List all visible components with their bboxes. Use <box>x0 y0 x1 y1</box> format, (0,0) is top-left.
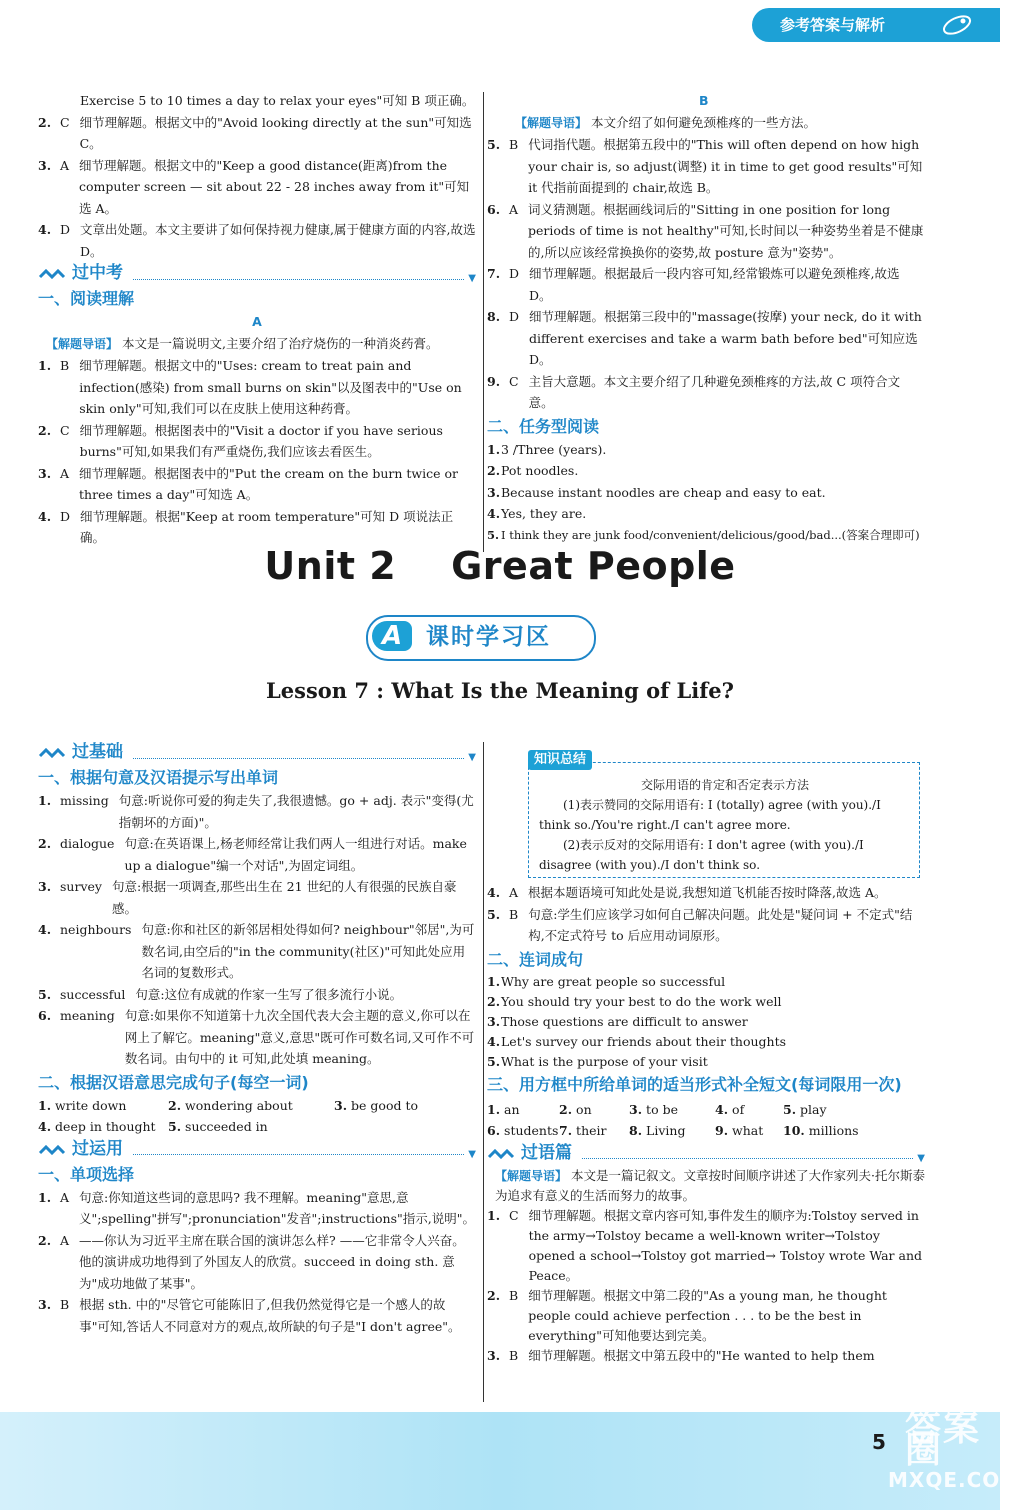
list-item: 2. C 细节理解题。根据图表中的"Visit a doctor if you have serious burns"可知,如果我们有严重烧伤,我们应该去看医生。 <box>38 422 443 459</box>
bottom-right-column <box>487 882 925 1366</box>
phrase-row <box>38 1116 476 1138</box>
list-item: 4. Let's survey our friends about their thoughts <box>487 1033 787 1049</box>
list-item: 1. missing 句意:听说你可爱的狗走失了,我很遗憾。go + adj. 表示"变得(尤指朝坏的方面)"。 <box>38 793 474 830</box>
wave-icon <box>38 267 66 281</box>
list-item: 5. succeeded in <box>168 1119 268 1134</box>
area-letter-icon: A <box>372 621 412 651</box>
list-item: 3. to be <box>629 1101 678 1117</box>
list-item: 5. play <box>783 1101 827 1117</box>
list-item: 2. C 细节理解题。根据文中的"Avoid looking directly at the sun"可知选 C。 <box>38 114 472 151</box>
phrase-row <box>38 1095 476 1117</box>
section-band: 过基础 ▼ <box>38 741 476 765</box>
list-item: 3. survey 句意:根据一项调查,那些出生在 21 世纪的人有很强的民族自豪感。 <box>38 879 457 916</box>
list-item: 5. B 代词指代题。根据第五段中的"This will often depend on how high your chair is, so adjust(调整) it in time to get good results"可知 it 代指前面提到的 chair,故选 B。 <box>487 137 923 195</box>
list-item: 8. D 细节理解题。根据第三段中的"massage(按摩) your neck, do it with different exercises and take a warm bath before bed"可知应选 D。 <box>487 309 922 367</box>
footer-band <box>0 1408 1000 1510</box>
list-item: 2. A ——你认为习近平主席在联合国的演讲怎么样? ——它非常令人兴奋。他的演讲成功地得到了外国友人的欣赏。succeed in doing sth. 意为"成功地做了某事"。 <box>38 1232 465 1291</box>
top-left-column <box>38 90 476 549</box>
continued-text: Exercise 5 to 10 times a day to relax your eyes"可知 B 项正确。 <box>80 93 475 108</box>
list-item: 1. B 细节理解题。根据文中的"Uses: cream to treat pain and infection(感染) from small burns on skin"以及图表中的"Use on skin only"可知,我们可以在皮肤上使用这种药膏。 <box>38 358 462 416</box>
list-item: 3. A 细节理解题。根据图表中的"Put the cream on the burn twice or three times a day"可知选 A。 <box>38 465 458 502</box>
list-item: 2. You should try your best to do the work well <box>487 993 782 1009</box>
column-divider <box>483 92 484 552</box>
passage-letter: A <box>252 314 262 329</box>
triangle-icon: ▼ <box>468 273 476 285</box>
section-heading: 一、阅读理解 <box>38 289 135 308</box>
column-divider <box>483 742 484 1402</box>
wave-icon <box>38 1143 66 1157</box>
list-item: 3. Those questions are difficult to answer <box>487 1013 748 1029</box>
area-text: 课时学习区 <box>426 624 551 650</box>
guide-paragraph: 【解题导语】 本文是一篇说明文,主要介绍了治疗烧伤的一种消炎药膏。 <box>46 335 439 351</box>
guide-paragraph: 【解题导语】 本文是一篇记叙文。文章按时间顺序讲述了大作家列夫·托尔斯泰为追求有意义的生活而努力的故事。 <box>495 1167 925 1203</box>
section-band: 过运用 ▼ <box>38 1138 476 1162</box>
top-right-column <box>487 90 925 546</box>
triangle-icon: ▼ <box>468 1148 476 1160</box>
list-item: 3. B 根据 sth. 中的"尽管它可能陈旧了,但我仍然觉得它是一个感人的故事"可知,答话人不同意对方的观点,故所缺的句子是"I don't agree"。 <box>38 1297 461 1334</box>
section-heading: 三、用方框中所给单词的适当形式补全短文(每词限用一次) <box>487 1074 902 1094</box>
watermark-url: MXQE.COM <box>888 1468 1021 1492</box>
knowledge-tag: 知识总结 <box>528 750 592 770</box>
list-item: 5. successful 句意:这位有成就的作家一生写了很多流行小说。 <box>38 986 403 1002</box>
list-item: 5. What is the purpose of your visit <box>487 1053 708 1069</box>
knowledge-text: (1)表示赞同的交际用语有: I (totally) agree (with you)./I think so./You're right./I can't agree more. <box>539 798 881 832</box>
list-item: 2. B 细节理解题。根据文中第二段的"As a young man, he thought people could achieve perfection . . . to be the best in everything"可知他要达到完美。 <box>487 1287 887 1343</box>
knowledge-title: 交际用语的肯定和否定表示方法 <box>640 778 809 792</box>
triangle-icon: ▼ <box>468 752 476 764</box>
list-item: 2. Pot noodles. <box>487 463 579 478</box>
list-item: 5. I think they are junk food/convenient/delicious/good/bad...(答案合理即可) <box>487 527 920 542</box>
header-tab <box>752 8 1000 42</box>
list-item: 7. their <box>559 1123 607 1138</box>
list-item: 9. what <box>715 1123 764 1138</box>
section-heading: 一、单项选择 <box>38 1164 135 1184</box>
fill-row <box>487 1099 925 1121</box>
list-item: 4. Yes, they are. <box>487 506 587 521</box>
knowledge-text: (2)表示反对的交际用语有: I don't agree (with you)./I disagree (with you)./I don't think so. <box>539 838 864 872</box>
list-item: 6. meaning 句意:如果你不知道第十九次全国代表大会主题的意义,你可以在网上了解它。meaning"意义,意思"既可作可数名词,又可作不可数名词。由句中的 it 可知,此处填 meaning。 <box>38 1008 475 1066</box>
list-item: 8. Living <box>629 1123 686 1138</box>
list-item: 1. A 句意:你知道这些词的意思吗? 我不理解。meaning"意思,意义";spelling"拼写";pronunciation"发音";instructions"指示,说明"。 <box>38 1189 475 1226</box>
passage-letter: B <box>699 93 709 108</box>
list-item: 1. Why are great people so successful <box>487 973 726 989</box>
list-item: 2. on <box>559 1101 592 1117</box>
section-heading: 一、根据句意及汉语提示写出单词 <box>38 768 279 787</box>
list-item: 1. C 细节理解题。根据文章内容可知,事件发生的顺序为:Tolstoy served in the army→Tolstoy became a well-known writer→Tolstoy opened a school→Tolstoy got married→ Tolstoy wrote War and Peace。 <box>487 1207 923 1283</box>
list-item: 2. wondering about <box>168 1097 293 1113</box>
wave-icon <box>487 1147 515 1161</box>
list-item: 3. Because instant noodles are cheap and easy to eat. <box>487 484 826 500</box>
bottom-left-column <box>38 741 476 1337</box>
page-number: 5 <box>872 1430 886 1454</box>
list-item: 7. D 细节理解题。根据最后一段内容可知,经常锻炼可以避免颈椎疼,故选 D。 <box>487 266 900 303</box>
list-item: 9. C 主旨大意题。本文主要介绍了几种避免颈椎疼的方法,故 C 项符合文意。 <box>487 373 901 410</box>
list-item: 4. deep in thought <box>38 1119 156 1134</box>
lesson-title: Lesson 7 : What Is the Meaning of Life? <box>266 678 734 703</box>
watermark-logo: 答案圈 <box>905 1408 982 1471</box>
list-item: 4. neighbours 句意:你和社区的新邻居相处得如何? neighbour"邻居",为可数名词,由空后的"in the community(社区)"可知此处应用名词的复数形式。 <box>38 922 475 980</box>
section-band: 过语篇 ▼ <box>487 1142 925 1166</box>
list-item: 4. D 文章出处题。本文主要讲了如何保持视力健康,属于健康方面的内容,故选 D。 <box>38 222 476 259</box>
list-item: 6. A 词义猜测题。根据画线词后的"Sitting in one position for long periods of time is not healthy"可知,长时间以一种姿势坐着是不健康的,所以应该经常换换你的姿势,故 posture 意为"姿势"。 <box>487 201 924 260</box>
section-band: 过中考 ▼ <box>38 262 476 286</box>
wave-icon <box>38 746 66 760</box>
header-label: 参考答案与解析 <box>780 16 886 34</box>
list-item: 4. A 根据本题语境可知此处是说,我想知道飞机能否按时降落,故选 A。 <box>487 885 887 900</box>
triangle-icon: ▼ <box>917 1152 925 1164</box>
list-item: 1. an <box>487 1101 520 1117</box>
list-item: 5. B 句意:学生们应该学习如何自己解决问题。此处是"疑问词 + 不定式"结构,不定式符号 to 后应用动词原形。 <box>487 906 913 943</box>
area-badge <box>366 615 596 661</box>
section-heading: 二、根据汉语意思完成句子(每空一词) <box>38 1072 309 1092</box>
list-item: 1. write down <box>38 1097 127 1113</box>
section-heading: 二、连词成句 <box>487 949 584 969</box>
list-item: 6. students <box>487 1123 559 1138</box>
list-item: 3. be good to <box>334 1097 418 1113</box>
list-item: 2. dialogue 句意:在英语课上,杨老师经常让我们两人一组进行对话。make up a dialogue"编一个对话",为固定词组。 <box>38 836 467 873</box>
unit-title: Unit 2 Great People <box>264 544 736 588</box>
list-item: 10. millions <box>783 1123 859 1138</box>
section-heading: 二、任务型阅读 <box>487 416 600 436</box>
rocket-icon <box>937 12 977 38</box>
list-item: 1. 3 /Three (years). <box>487 441 607 457</box>
guide-paragraph: 【解题导语】 本文介绍了如何避免颈椎疼的一些方法。 <box>515 114 817 130</box>
fill-row <box>487 1120 925 1142</box>
list-item: 3. B 细节理解题。根据文中第五段中的"He wanted to help them <box>487 1347 875 1363</box>
list-item: 4. D 细节理解题。根据"Keep at room temperature"可知 D 项说法正确。 <box>38 508 454 545</box>
list-item: 4. of <box>715 1101 745 1117</box>
list-item: 3. A 细节理解题。根据文中的"Keep a good distance(距离)from the computer screen — sit about 22 - 28 inches away from it"可知选 A。 <box>38 157 470 216</box>
knowledge-box <box>528 762 920 878</box>
